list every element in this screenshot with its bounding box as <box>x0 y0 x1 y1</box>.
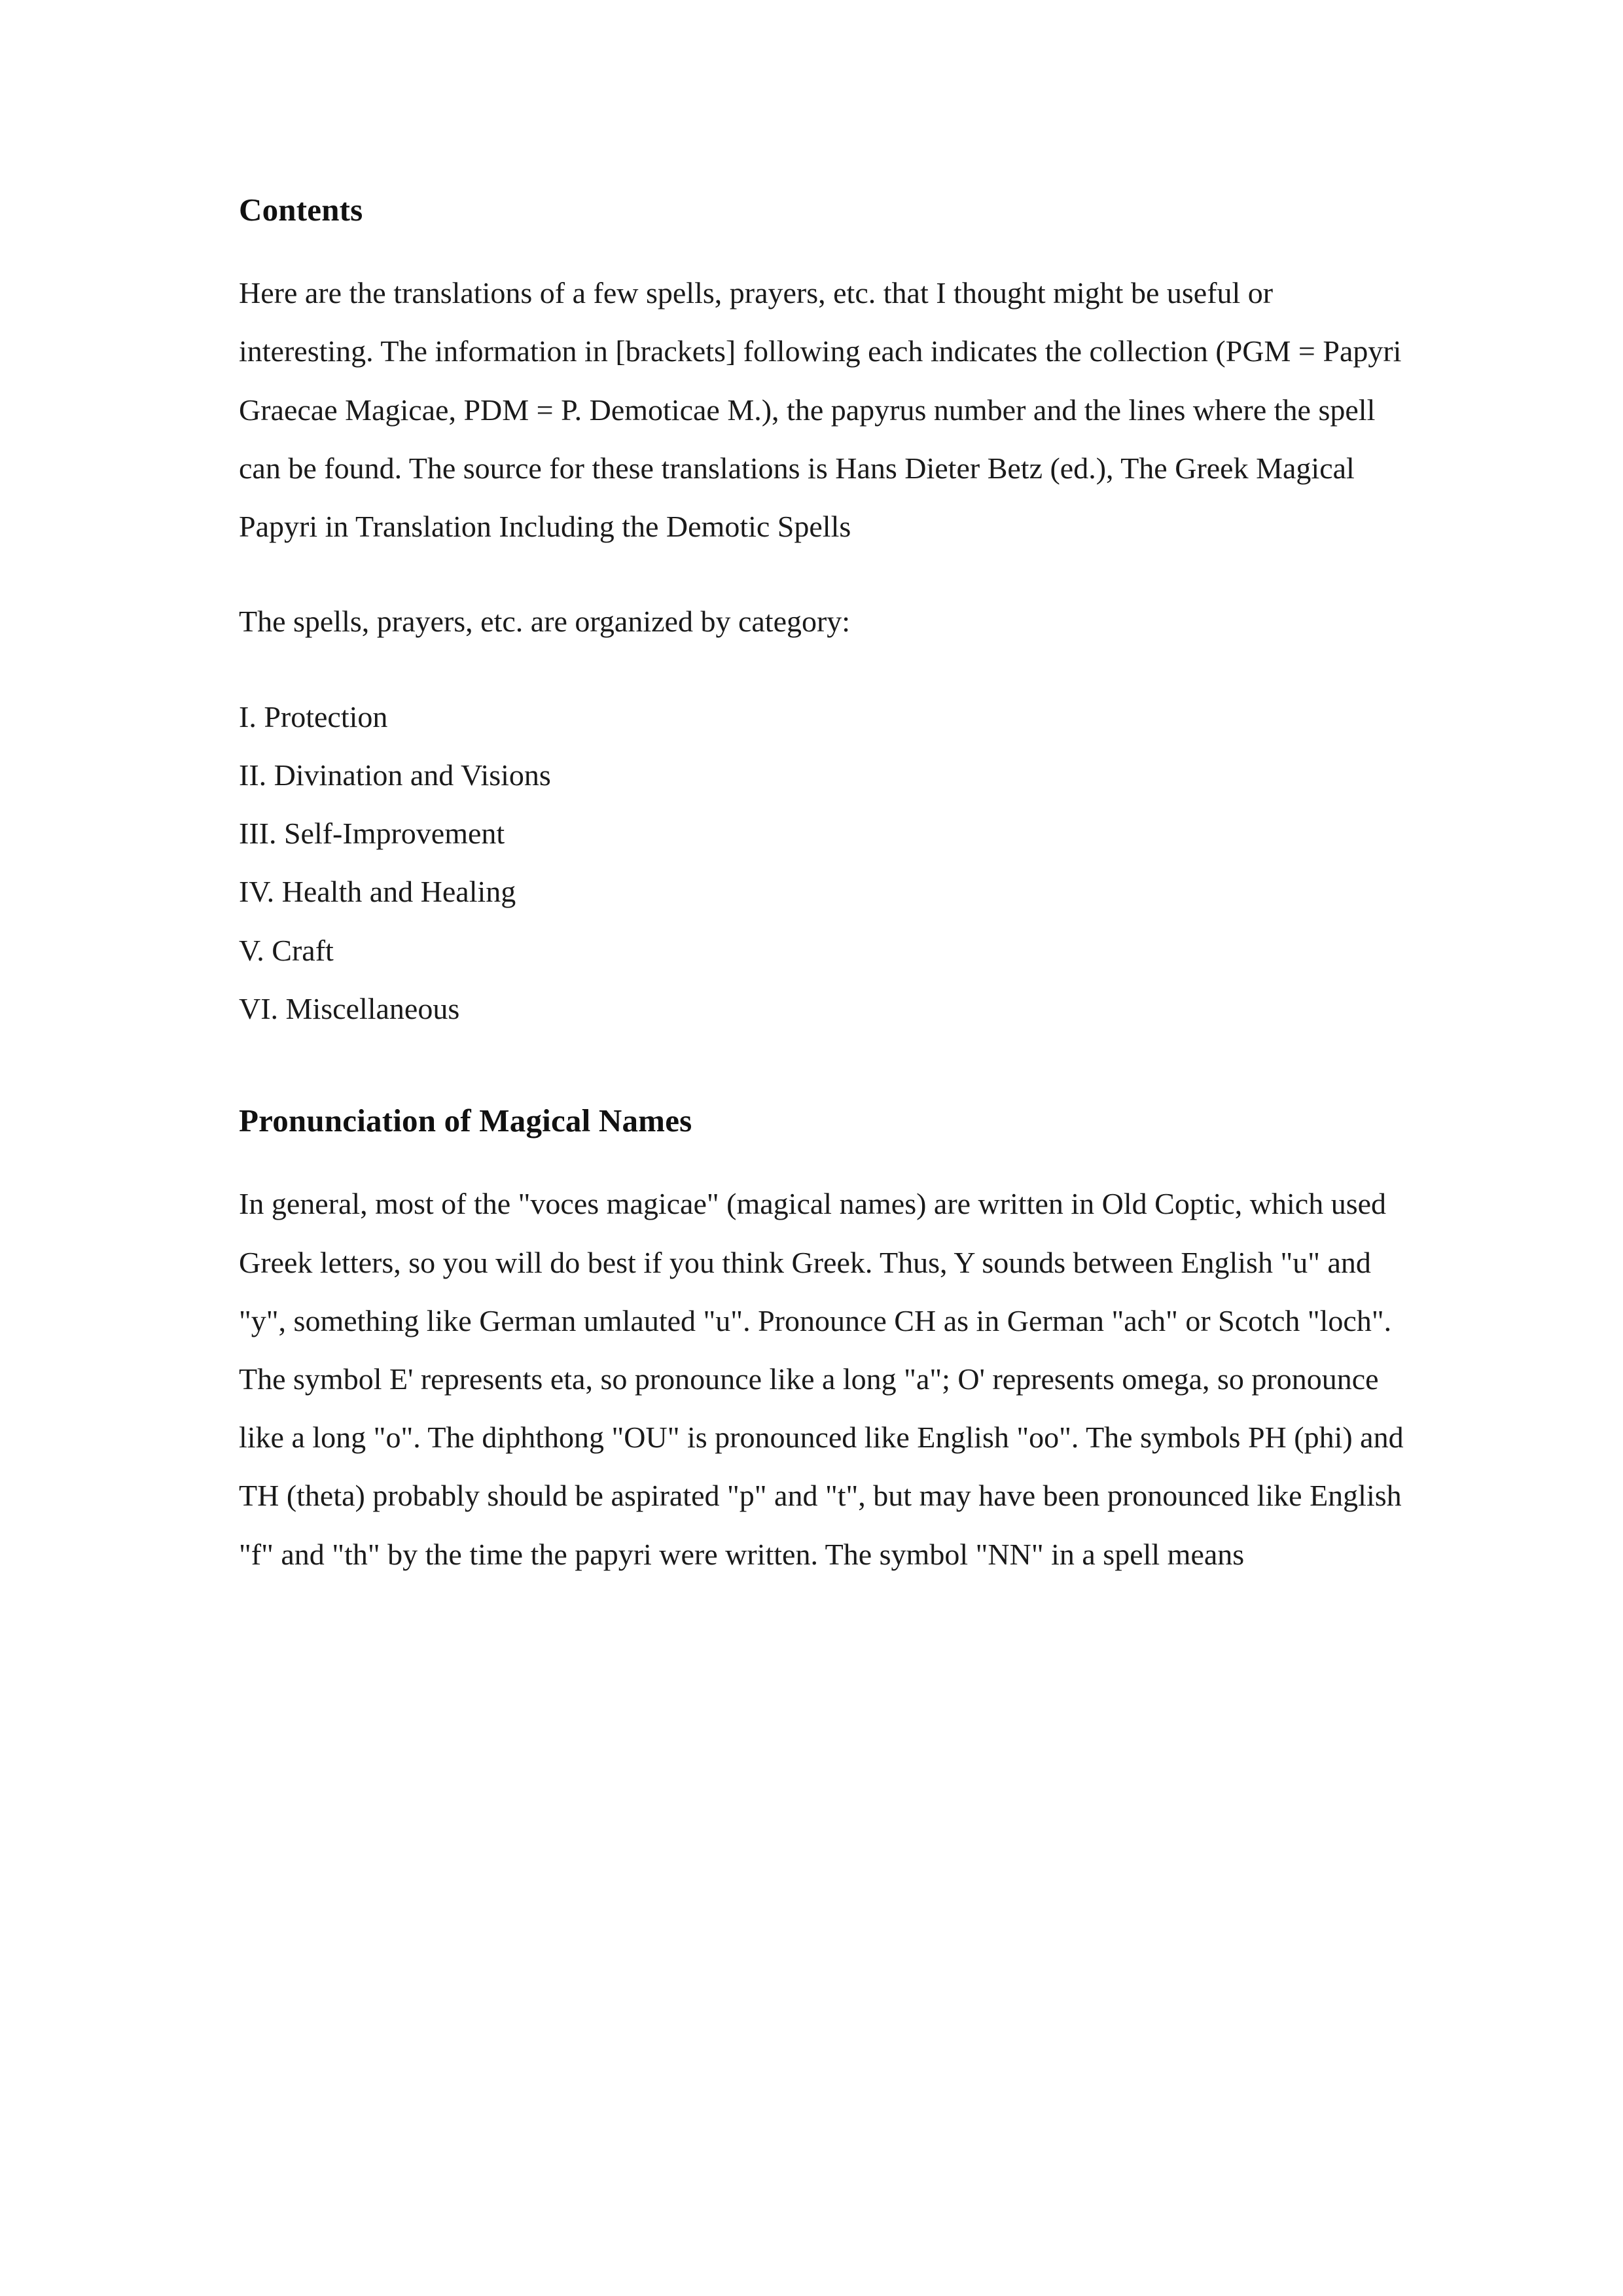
organization-paragraph: The spells, prayers, etc. are organized by category: <box>239 605 851 639</box>
pronunciation-heading: Pronunciation of Magical Names <box>239 1103 692 1139</box>
list-item: IV. Health and Healing <box>239 875 516 909</box>
category-list <box>239 688 1410 1038</box>
list-item: III. Self-Improvement <box>239 817 505 851</box>
pronunciation-paragraph: In general, most of the "voces magicae" (magical names) are written in Old Coptic, which used Greek letters, so you will do best if you think Greek. Thus, Y sounds between English "u" and "y", something like German umlauted "u". Pronounce CH as in German "ach" or Scotch "loch". The symbol E' represents eta, so pronounce like a long "a"; O' represents omega, so pronounce like a long "o". The diphthong "OU" is pronounced like English "oo". The symbols PH (phi) and TH (theta) probably should be aspirated "p" and "t", but may have been pronounced like English "f" and "th" by the time the papyri were written. The symbol "NN" in a spell means <box>239 1187 1404 1571</box>
intro-paragraph: Here are the translations of a few spells, prayers, etc. that I thought might be useful or interesting. The information in [brackets] following each indicates the collection (PGM = Papyri Graecae Magicae, PDM = P. Demoticae M.), the papyrus number and the lines where the spell can be found. The source for these translations is Hans Dieter Betz (ed.), The Greek Magical Papyri in Translation Including the Demotic Spells <box>239 276 1402 544</box>
document-body <box>239 190 1410 1583</box>
list-item: II. Divination and Visions <box>239 758 551 792</box>
contents-heading: Contents <box>239 192 363 228</box>
list-item: I. Protection <box>239 699 388 733</box>
list-item: VI. Miscellaneous <box>239 991 460 1025</box>
list-item: V. Craft <box>239 933 334 967</box>
